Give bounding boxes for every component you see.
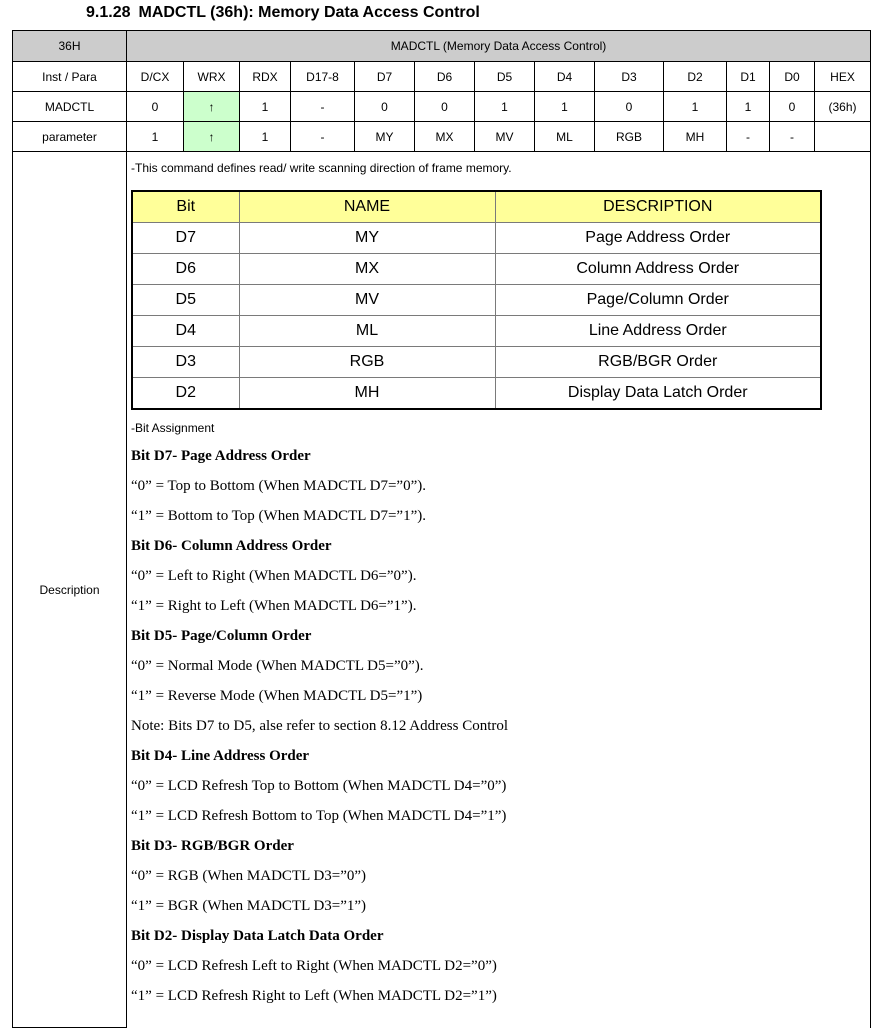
column-header: D6: [415, 62, 475, 92]
table-cell: MV: [475, 122, 535, 152]
bit-cell: MX: [239, 254, 495, 285]
table-row-madctl: [13, 92, 871, 122]
bit-description-line: “0” = Top to Bottom (When MADCTL D7=”0”).: [131, 478, 426, 494]
table-cell: -: [291, 92, 355, 122]
bit-cell: MH: [239, 378, 495, 410]
wrx-arrow-cell: ↑: [184, 122, 240, 152]
column-header: Inst / Para: [13, 62, 127, 92]
table-cell: [815, 122, 871, 152]
bit-cell: D5: [132, 285, 239, 316]
register-header-row: [13, 31, 871, 62]
section-number: 9.1.28: [86, 4, 131, 21]
table-cell: 1: [475, 92, 535, 122]
table-cell: 1: [240, 92, 291, 122]
bit-row: [132, 285, 821, 316]
bit-heading: Bit D5- Page/Column Order: [131, 628, 312, 644]
bit-cell: Page/Column Order: [495, 285, 821, 316]
bit-assignment-lines: [131, 441, 870, 1011]
bit-table: [131, 190, 822, 410]
bit-heading: Bit D2- Display Data Latch Data Order: [131, 928, 384, 944]
column-header: RDX: [240, 62, 291, 92]
column-header: D3: [595, 62, 664, 92]
column-header: WRX: [184, 62, 240, 92]
bit-heading: Bit D6- Column Address Order: [131, 538, 332, 554]
table-cell: 0: [595, 92, 664, 122]
column-header-row: [13, 62, 871, 92]
bit-cell: MY: [239, 223, 495, 254]
table-cell: 0: [127, 92, 184, 122]
table-cell: MADCTL: [13, 92, 127, 122]
column-header: D17-8: [291, 62, 355, 92]
column-header: D4: [535, 62, 595, 92]
bit-cell: Column Address Order: [495, 254, 821, 285]
table-cell: -: [291, 122, 355, 152]
bit-cell: D2: [132, 378, 239, 410]
bit-header: DESCRIPTION: [495, 191, 821, 223]
description-row: [13, 152, 871, 1028]
section-heading: MADCTL (36h): Memory Data Access Control: [138, 4, 480, 21]
column-header: D0: [770, 62, 815, 92]
bit-row: [132, 254, 821, 285]
table-cell: 1: [240, 122, 291, 152]
table-cell: MH: [664, 122, 727, 152]
table-cell: ML: [535, 122, 595, 152]
description-cell: [127, 152, 871, 1028]
table-cell: 0: [770, 92, 815, 122]
bit-description-line: “0” = Normal Mode (When MADCTL D5=”0”).: [131, 658, 424, 674]
bit-cell: RGB: [239, 347, 495, 378]
table-cell: 1: [535, 92, 595, 122]
table-cell: 1: [127, 122, 184, 152]
section-title: [86, 4, 480, 22]
bit-cell: Line Address Order: [495, 316, 821, 347]
command-code: 36H: [13, 31, 127, 62]
table-cell: (36h): [815, 92, 871, 122]
bit-description-line: “1” = Bottom to Top (When MADCTL D7=”1”).: [131, 508, 426, 524]
table-cell: -: [727, 122, 770, 152]
table-row-parameter: [13, 122, 871, 152]
bit-row: [132, 223, 821, 254]
bit-description-line: “1” = Reverse Mode (When MADCTL D5=”1”): [131, 688, 423, 704]
bit-description-line: “0” = Left to Right (When MADCTL D6=”0”).: [131, 568, 417, 584]
table-cell: 1: [727, 92, 770, 122]
bit-row: [132, 347, 821, 378]
bit-cell: D4: [132, 316, 239, 347]
bit-description-line: “0” = LCD Refresh Top to Bottom (When MADCTL D4=”0”): [131, 778, 507, 794]
table-cell: MX: [415, 122, 475, 152]
column-header: D1: [727, 62, 770, 92]
bit-heading: Bit D3- RGB/BGR Order: [131, 838, 294, 854]
column-header: D7: [355, 62, 415, 92]
bit-description-line: “0” = LCD Refresh Left to Right (When MADCTL D2=”0”): [131, 958, 497, 974]
table-cell: 0: [415, 92, 475, 122]
table-cell: -: [770, 122, 815, 152]
bit-description-line: “0” = RGB (When MADCTL D3=”0”): [131, 868, 367, 884]
bit-table-header: [132, 191, 821, 223]
bit-cell: D6: [132, 254, 239, 285]
wrx-arrow-cell: ↑: [184, 92, 240, 122]
table-cell: 0: [355, 92, 415, 122]
bit-cell: Page Address Order: [495, 223, 821, 254]
column-header: HEX: [815, 62, 871, 92]
bit-heading: Bit D7- Page Address Order: [131, 448, 311, 464]
bit-description-line: “1” = LCD Refresh Right to Left (When MADCTL D2=”1”): [131, 988, 497, 1004]
bit-cell: ML: [239, 316, 495, 347]
column-header: D5: [475, 62, 535, 92]
bit-header: Bit: [132, 191, 239, 223]
table-cell: parameter: [13, 122, 127, 152]
table-cell: RGB: [595, 122, 664, 152]
bit-cell: Display Data Latch Order: [495, 378, 821, 410]
bit-description-line: “1” = BGR (When MADCTL D3=”1”): [131, 898, 367, 914]
bit-cell: MV: [239, 285, 495, 316]
bit-description-line: “1” = Right to Left (When MADCTL D6=”1”).: [131, 598, 417, 614]
bit-assignment-label: -Bit Assignment: [131, 421, 215, 435]
bit-description-line: “1” = LCD Refresh Bottom to Top (When MADCTL D4=”1”): [131, 808, 507, 824]
bit-heading: Bit D4- Line Address Order: [131, 748, 310, 764]
bit-cell: D7: [132, 223, 239, 254]
column-header: D2: [664, 62, 727, 92]
table-cell: MY: [355, 122, 415, 152]
column-header: D/CX: [127, 62, 184, 92]
bit-row: [132, 316, 821, 347]
bit-row: [132, 378, 821, 410]
bit-header: NAME: [239, 191, 495, 223]
intro-text: -This command defines read/ write scanning direction of frame memory.: [131, 161, 512, 175]
description-label: Description: [13, 152, 127, 1028]
table-cell: 1: [664, 92, 727, 122]
command-name: MADCTL (Memory Data Access Control): [127, 31, 871, 62]
register-table: [12, 30, 871, 1028]
bit-cell: D3: [132, 347, 239, 378]
bit-cell: RGB/BGR Order: [495, 347, 821, 378]
bit-description-line: Note: Bits D7 to D5, alse refer to section 8.12 Address Control: [131, 718, 509, 734]
